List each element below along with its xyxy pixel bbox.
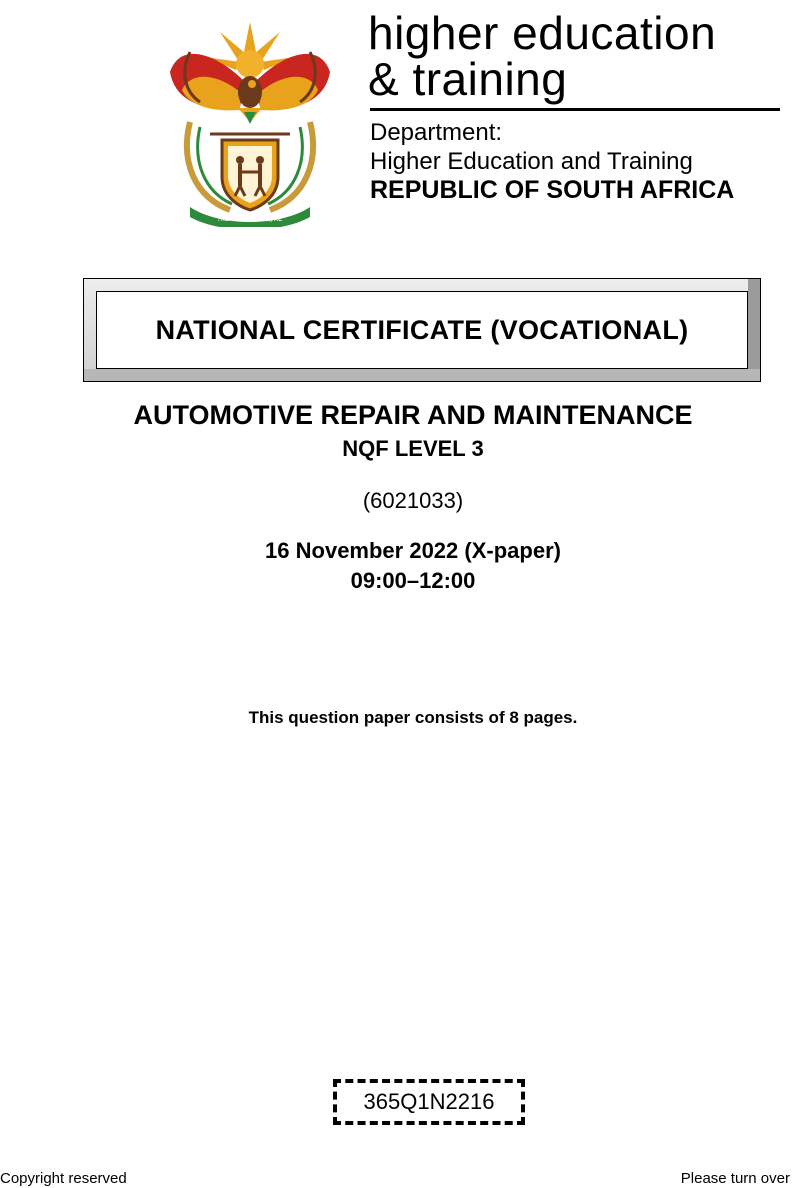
paper-code: 365Q1N2216 [333, 1079, 525, 1125]
motto-text: !KE E: /XARRA //KE [217, 215, 283, 223]
exam-date: 16 November 2022 (X-paper) [265, 538, 561, 563]
page-count-note: This question paper consists of 8 pages. [248, 708, 578, 727]
department-label: Department: [370, 119, 503, 146]
department-name: Higher Education and Training [370, 148, 693, 175]
certificate-title: NATIONAL CERTIFICATE (VOCATIONAL) [155, 314, 689, 345]
brand-line-2: & training [368, 53, 568, 105]
brand-divider [370, 108, 780, 111]
coat-of-arms-logo [160, 12, 340, 227]
subject-title: AUTOMOTIVE REPAIR AND MAINTENANCE [133, 400, 693, 430]
certificate-frame-inner [96, 291, 748, 369]
brand-line-1: higher education [368, 7, 717, 59]
exam-time: 09:00–12:00 [350, 568, 476, 593]
country-name: REPUBLIC OF SOUTH AFRICA [370, 176, 735, 204]
footer-copyright: Copyright reserved [0, 1170, 127, 1187]
nqf-level: NQF LEVEL 3 [342, 436, 484, 461]
subject-code: (6021033) [362, 488, 464, 513]
secretary-bird-icon [238, 76, 262, 124]
certificate-frame [83, 278, 761, 382]
footer-turn-over: Please turn over [680, 1170, 790, 1187]
shield-icon [222, 140, 278, 210]
